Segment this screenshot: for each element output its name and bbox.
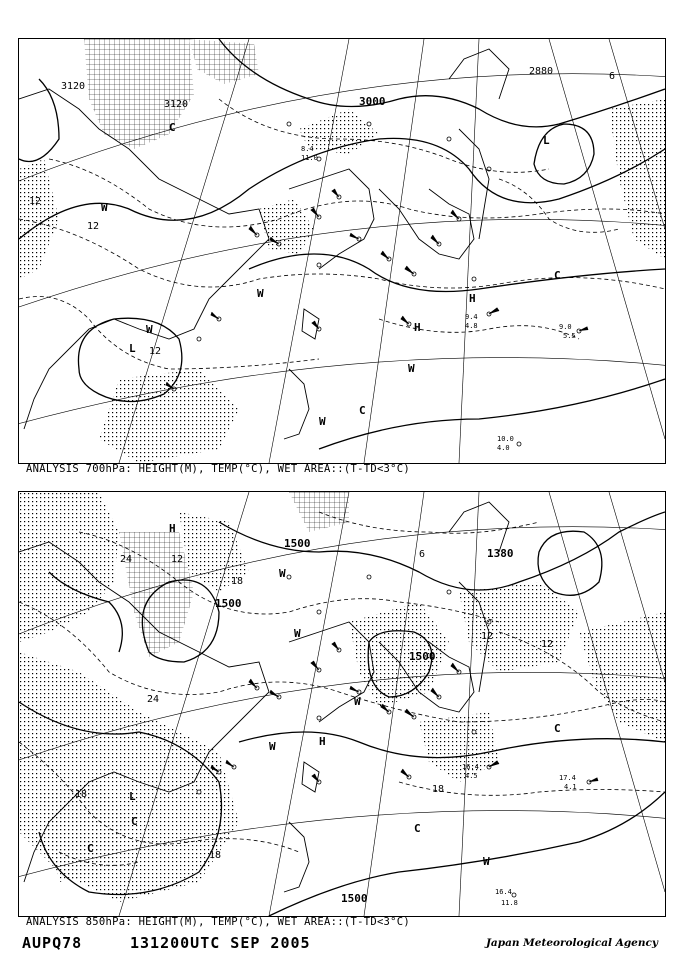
coastlines — [19, 49, 509, 439]
analysis-time: 131200UTC SEP 2005 — [130, 934, 311, 952]
warm-center-4: W — [319, 415, 326, 428]
contour-label-3120b: 3120 — [164, 99, 189, 110]
isotherm-label-12a: 12 — [541, 639, 554, 650]
warm-center-5: W — [146, 323, 153, 336]
contour-label-3120: 3120 — [61, 81, 86, 92]
isotherm-label-12c: 12 — [481, 631, 494, 642]
isotherm-label-12a: 12 — [29, 196, 42, 207]
station-value-5: 9.4 — [465, 313, 478, 321]
low-pressure-center: L — [129, 790, 136, 803]
caption-850hpa: ANALYSIS 850hPa: HEIGHT(M), TEMP(°C), WET AREA::(T-TD<3°C) — [26, 916, 411, 928]
agency-name: Japan Meteorological Agency — [485, 937, 658, 949]
isotherm-label-6: 6 — [609, 71, 616, 82]
station-value-6: 4.5 — [465, 772, 478, 780]
contour-label-3000: 3000 — [359, 95, 386, 108]
isotherm-label-12b: 12 — [87, 221, 100, 232]
station-value-3: 9.0 — [559, 323, 572, 331]
isotherm-label-24b: 24 — [147, 694, 160, 705]
station-value-3: 17.4 — [559, 774, 576, 782]
warm-center-2: W — [257, 287, 264, 300]
cold-center-3: C — [87, 842, 94, 855]
warm-center-3: W — [408, 362, 415, 375]
chart-700hpa — [18, 38, 666, 464]
station-value-5: 16.4 — [462, 763, 479, 771]
isotherm-label-18b: 18 — [75, 789, 88, 800]
warm-center-4: W — [483, 855, 490, 868]
contour-label-1500a: 1500 — [284, 537, 311, 550]
contour-label-2880: 2880 — [529, 66, 554, 77]
map-700hpa — [19, 39, 665, 463]
high-center-2: H — [319, 735, 326, 748]
isotherm-label-18d: 18 — [432, 784, 445, 795]
chart-850hpa — [18, 491, 666, 917]
contour-label-1500c: 1500 — [409, 650, 436, 663]
warm-center-3: W — [354, 695, 361, 708]
isotherm-label-18a: 18 — [231, 576, 244, 587]
bulletin-code: AUPQ78 — [22, 934, 83, 952]
warm-center-1: W — [101, 201, 108, 214]
wet-areas — [19, 492, 665, 902]
contour-label-1500d: 1500 — [341, 892, 368, 905]
cold-center-1: C — [554, 269, 561, 282]
isotherm-label-6: 6 — [419, 549, 426, 560]
station-value-7: 8.4 — [301, 145, 314, 153]
station-value-4: 4.1 — [564, 783, 577, 791]
isotherm-label-18c: 18 — [209, 850, 222, 861]
station-value-8: 11.0 — [301, 154, 318, 162]
station-markers — [172, 122, 581, 446]
warm-center-5: W — [294, 627, 301, 640]
contour-label-1500b: 1500 — [215, 597, 242, 610]
high-center-2: H — [414, 321, 421, 334]
map-850hpa — [19, 492, 665, 916]
high-center-1: H — [169, 522, 176, 535]
isotherm-label-12b: 12 — [171, 554, 184, 565]
warm-center-1: W — [279, 567, 286, 580]
station-value-2: 4.0 — [497, 444, 510, 452]
station-value-4: 5.5 — [563, 332, 576, 340]
cold-center-2: C — [359, 404, 366, 417]
station-value-1: 10.0 — [497, 435, 514, 443]
low-pressure-center: L — [129, 342, 136, 355]
cold-center-2: C — [131, 815, 138, 828]
contour-label-1380: 1380 — [487, 547, 514, 560]
station-value-2: 11.8 — [501, 899, 518, 907]
station-value-1: 16.4 — [495, 888, 512, 896]
cold-center-3: C — [169, 121, 176, 134]
low-center-east: L — [543, 134, 550, 147]
isotherm-label-24a: 24 — [120, 554, 133, 565]
high-center-1: H — [469, 292, 476, 305]
station-value-6: 4.8 — [465, 322, 478, 330]
warm-center-2: W — [269, 740, 276, 753]
cold-center-4: C — [414, 822, 421, 835]
isotherm-label-12c: 12 — [149, 346, 162, 357]
cold-center-1: C — [554, 722, 561, 735]
wind-barbs — [166, 189, 588, 389]
caption-700hpa: ANALYSIS 700hPa: HEIGHT(M), TEMP(°C), WET AREA::(T-TD<3°C) — [26, 463, 411, 475]
